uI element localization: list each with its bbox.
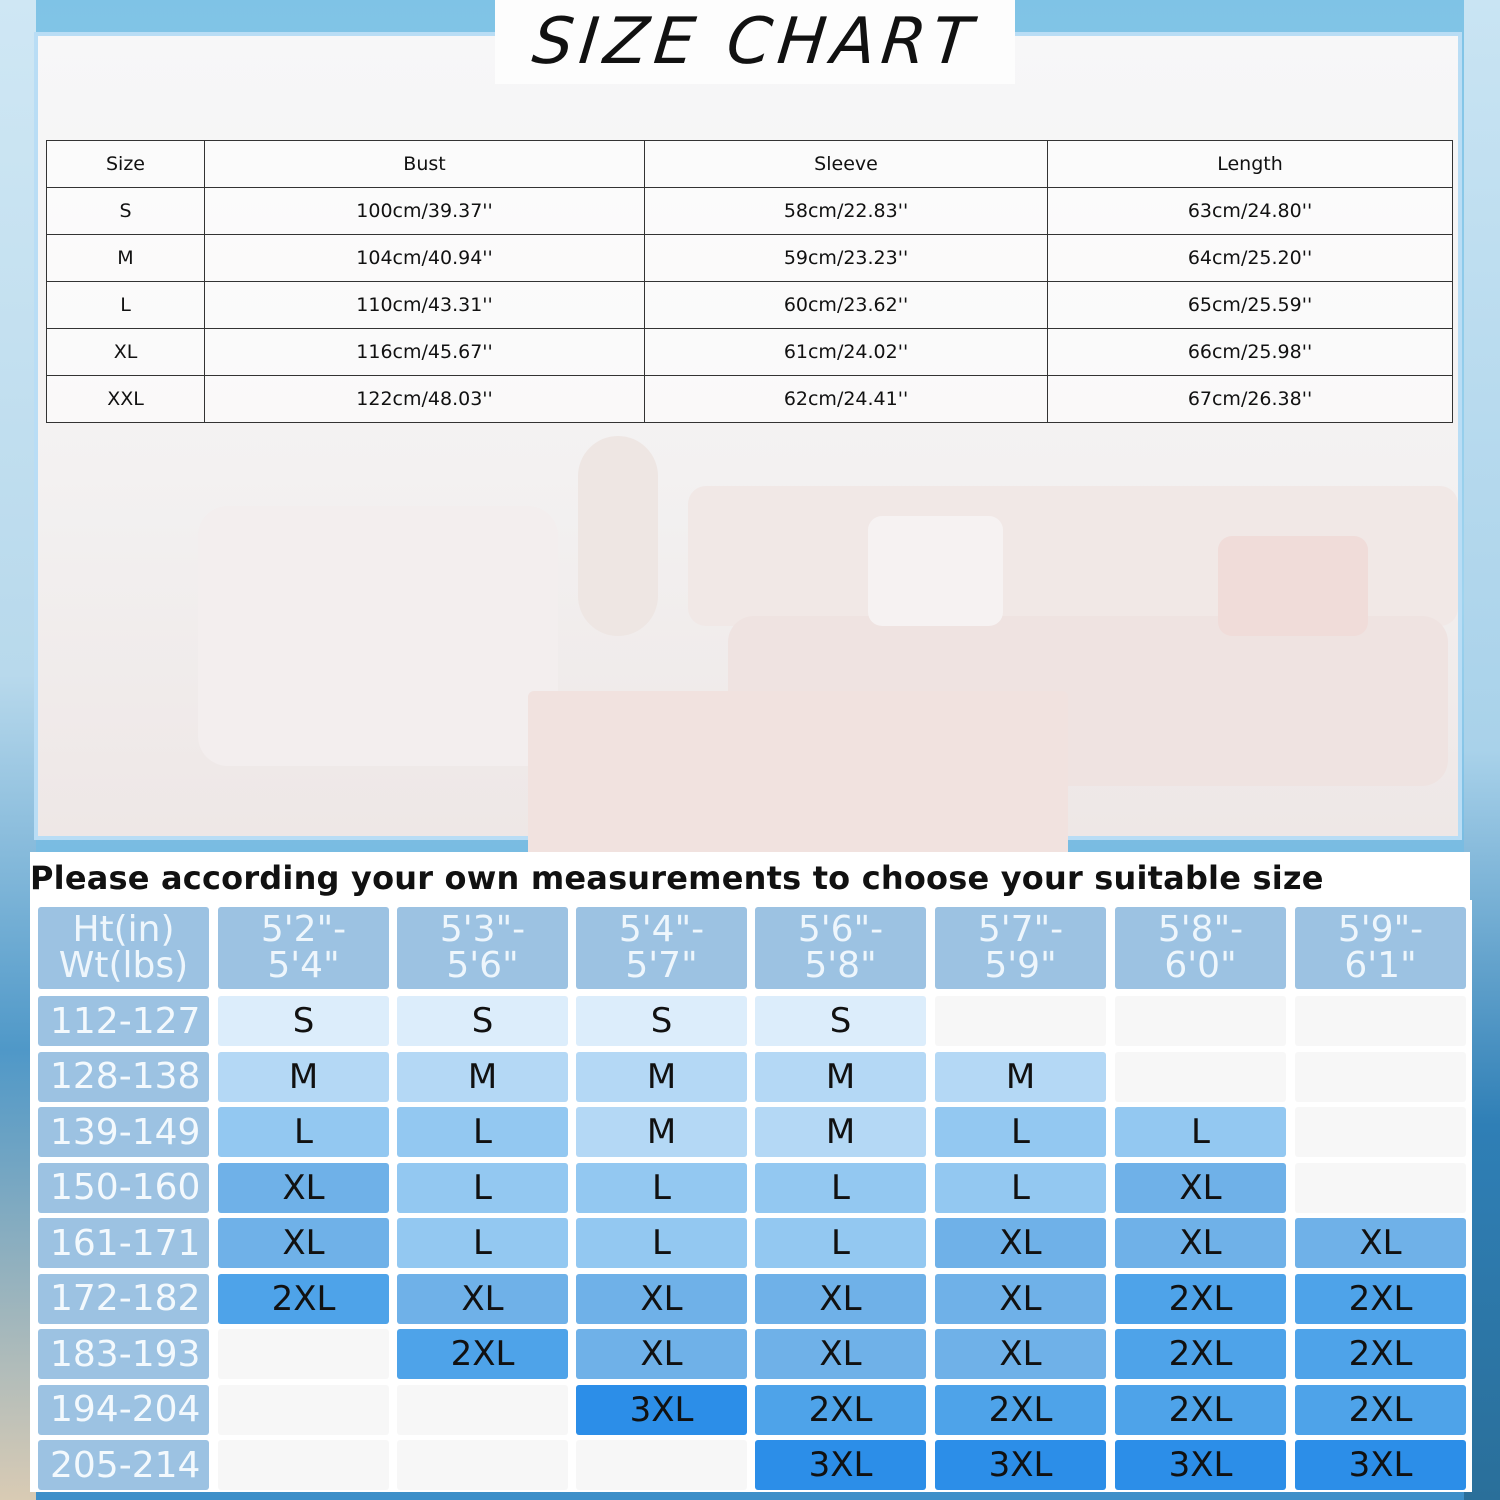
size-cell (1295, 1052, 1466, 1102)
height-range-start: 5'8"- (1157, 909, 1244, 950)
size-cell (218, 1274, 389, 1324)
page-title: SIZE CHART (528, 5, 982, 79)
height-header (397, 907, 568, 989)
size-value: 2XL (450, 1334, 515, 1374)
size-value: XL (1179, 1223, 1222, 1263)
header-size: Size (47, 141, 205, 188)
size-value: XL (282, 1167, 325, 1208)
size-value: S (650, 1001, 673, 1041)
cell-sleeve: 62cm/24.41'' (645, 376, 1048, 423)
size-cell (397, 1274, 568, 1324)
size-cell (218, 1385, 389, 1435)
coffee-table-silhouette (528, 691, 1068, 866)
weight-range: 183-193 (50, 1333, 201, 1375)
table-row (47, 376, 1453, 423)
size-value: 2XL (1348, 1389, 1413, 1430)
size-cell (1295, 1107, 1466, 1157)
height-header (576, 907, 747, 989)
size-cell (935, 1218, 1106, 1268)
size-value: 3XL (988, 1445, 1053, 1485)
size-cell (576, 1329, 747, 1379)
height-range-start: 5'3"- (439, 909, 526, 950)
size-cell (1115, 1274, 1286, 1324)
size-value: 3XL (629, 1389, 694, 1430)
size-value: 2XL (1348, 1278, 1413, 1319)
size-value: S (471, 1001, 494, 1041)
size-cell (755, 1218, 926, 1268)
cell-bust: 100cm/39.37'' (205, 188, 645, 235)
size-cell (755, 1385, 926, 1435)
size-cell (218, 1329, 389, 1379)
size-cell (1295, 1385, 1466, 1435)
size-value: XL (999, 1334, 1042, 1374)
weight-row-label (38, 1440, 209, 1490)
size-cell (1115, 996, 1286, 1046)
size-value: 2XL (988, 1389, 1053, 1430)
size-cell (218, 1163, 389, 1213)
size-cell (397, 1385, 568, 1435)
height-range-end: 6'0" (1164, 945, 1237, 986)
size-cell (1115, 1163, 1286, 1213)
weight-row-label (38, 1163, 209, 1213)
size-value: M (1005, 1056, 1036, 1097)
size-value: L (1011, 1112, 1030, 1152)
weight-range: 172-182 (50, 1278, 201, 1319)
size-value: XL (1179, 1167, 1222, 1208)
size-cell (1115, 1107, 1286, 1157)
cell-size: L (47, 282, 205, 329)
height-header (218, 907, 389, 989)
size-cell (755, 1107, 926, 1157)
armchair-silhouette (198, 506, 558, 766)
weight-row-label (38, 1274, 209, 1324)
size-cell (755, 1163, 926, 1213)
size-value: L (1011, 1167, 1030, 1208)
size-cell (935, 1440, 1106, 1490)
cell-length: 66cm/25.98'' (1048, 329, 1453, 376)
weight-range: 112-127 (50, 1000, 201, 1042)
table-row (47, 329, 1453, 376)
size-cell (935, 996, 1106, 1046)
size-cell (218, 1107, 389, 1157)
cell-bust: 110cm/43.31'' (205, 282, 645, 329)
size-value: M (288, 1056, 319, 1097)
size-value: 3XL (1348, 1445, 1413, 1485)
weight-row-label (38, 1329, 209, 1379)
size-cell (1295, 1440, 1466, 1490)
size-cell (218, 1052, 389, 1102)
size-cell (218, 1218, 389, 1268)
cell-sleeve: 61cm/24.02'' (645, 329, 1048, 376)
header-length: Length (1048, 141, 1453, 188)
weight-row-label (38, 1107, 209, 1157)
weight-row-label (38, 1385, 209, 1435)
size-cell (1295, 1218, 1466, 1268)
size-cell (576, 996, 747, 1046)
size-cell (576, 1163, 747, 1213)
cell-size: XXL (47, 376, 205, 423)
height-header (1295, 907, 1466, 989)
size-value: XL (640, 1334, 683, 1374)
table-row (47, 188, 1453, 235)
table-row (47, 235, 1453, 282)
header-sleeve: Sleeve (645, 141, 1048, 188)
size-cell (397, 1163, 568, 1213)
size-cell (935, 1385, 1106, 1435)
size-value: S (829, 1001, 852, 1041)
size-cell (935, 1329, 1106, 1379)
size-cell (1295, 1163, 1466, 1213)
size-cell (397, 1329, 568, 1379)
weight-range: 161-171 (50, 1222, 201, 1264)
cell-length: 65cm/25.59'' (1048, 282, 1453, 329)
size-cell (576, 1440, 747, 1490)
cell-length: 67cm/26.38'' (1048, 376, 1453, 423)
size-cell (1115, 1440, 1286, 1490)
size-cell (935, 1163, 1106, 1213)
size-value: L (473, 1223, 492, 1263)
height-range-start: 5'2"- (260, 909, 347, 950)
cell-bust: 104cm/40.94'' (205, 235, 645, 282)
weight-range: 128-138 (50, 1056, 201, 1097)
header-bust: Bust (205, 141, 645, 188)
cell-size: M (47, 235, 205, 282)
weight-range: 194-204 (50, 1389, 201, 1430)
size-cell (1115, 1385, 1286, 1435)
cell-length: 64cm/25.20'' (1048, 235, 1453, 282)
height-range-end: 5'8" (804, 945, 877, 986)
size-value: L (652, 1223, 671, 1263)
grid-corner-label (38, 907, 209, 989)
size-value: L (294, 1112, 313, 1152)
size-cell (755, 996, 926, 1046)
size-value: M (825, 1056, 856, 1097)
cell-sleeve: 58cm/22.83'' (645, 188, 1048, 235)
height-range-end: 5'4" (267, 945, 340, 986)
weight-axis-label: Wt(lbs) (58, 945, 189, 986)
size-value: L (652, 1167, 671, 1208)
size-value: M (646, 1056, 677, 1097)
cell-size: S (47, 188, 205, 235)
cell-sleeve: 60cm/23.62'' (645, 282, 1048, 329)
size-value: XL (461, 1278, 504, 1319)
height-header (1115, 907, 1286, 989)
height-range-end: 5'6" (446, 945, 519, 986)
size-value: M (646, 1112, 677, 1152)
cell-bust: 116cm/45.67'' (205, 329, 645, 376)
size-cell (397, 996, 568, 1046)
cell-sleeve: 59cm/23.23'' (645, 235, 1048, 282)
size-value: XL (819, 1278, 862, 1319)
weight-range: 139-149 (50, 1111, 201, 1153)
size-value: M (825, 1112, 856, 1152)
size-cell (218, 996, 389, 1046)
size-value: XL (819, 1334, 862, 1374)
weight-row-label (38, 996, 209, 1046)
size-value: 2XL (808, 1389, 873, 1430)
size-cell (1115, 1052, 1286, 1102)
size-value: XL (640, 1278, 683, 1319)
size-cell (397, 1052, 568, 1102)
size-cell (935, 1107, 1106, 1157)
size-value: L (831, 1167, 850, 1208)
height-header (935, 907, 1106, 989)
height-range-start: 5'7"- (977, 909, 1064, 950)
cell-length: 63cm/24.80'' (1048, 188, 1453, 235)
size-value: 2XL (1168, 1389, 1233, 1430)
size-cell (755, 1052, 926, 1102)
size-value: 2XL (1348, 1334, 1413, 1374)
height-range-end: 5'7" (625, 945, 698, 986)
measurement-table (46, 140, 1453, 423)
height-header (755, 907, 926, 989)
height-axis-label: Ht(in) (72, 909, 175, 950)
size-cell (397, 1107, 568, 1157)
size-cell (218, 1440, 389, 1490)
title-banner (495, 0, 1015, 84)
size-cell (397, 1440, 568, 1490)
size-value: M (467, 1056, 498, 1097)
size-value: XL (999, 1223, 1042, 1263)
height-range-end: 5'9" (984, 945, 1057, 986)
size-cell (1295, 996, 1466, 1046)
size-cell (1115, 1218, 1286, 1268)
size-cell (576, 1052, 747, 1102)
plant-silhouette (578, 436, 658, 636)
size-cell (1295, 1329, 1466, 1379)
size-value: 2XL (271, 1278, 336, 1319)
size-value: L (473, 1167, 492, 1208)
height-range-start: 5'6"- (797, 909, 884, 950)
size-value: XL (999, 1278, 1042, 1319)
height-range-start: 5'4"- (618, 909, 705, 950)
size-cell (1115, 1329, 1286, 1379)
size-cell (935, 1274, 1106, 1324)
weight-row-label (38, 1218, 209, 1268)
size-value: L (473, 1112, 492, 1152)
table-row (47, 282, 1453, 329)
height-range-start: 5'9"- (1337, 909, 1424, 950)
size-value: XL (1359, 1223, 1402, 1263)
size-cell (576, 1385, 747, 1435)
size-value: L (1191, 1112, 1210, 1152)
cell-size: XL (47, 329, 205, 376)
size-value: XL (282, 1223, 325, 1263)
size-cell (755, 1329, 926, 1379)
weight-row-label (38, 1052, 209, 1102)
size-cell (576, 1107, 747, 1157)
size-value: 3XL (808, 1445, 873, 1485)
height-range-end: 6'1" (1344, 945, 1417, 986)
weight-range: 150-160 (50, 1167, 201, 1208)
size-value: 2XL (1168, 1334, 1233, 1374)
size-cell (576, 1274, 747, 1324)
pillow-silhouette (868, 516, 1003, 626)
size-advice-text: Please according your own measurements to choose your suitable size (30, 852, 1470, 904)
size-value: 2XL (1168, 1278, 1233, 1319)
size-cell (1295, 1274, 1466, 1324)
size-value: L (831, 1223, 850, 1263)
size-value: S (292, 1001, 315, 1041)
pillow-silhouette (1218, 536, 1368, 636)
size-cell (755, 1274, 926, 1324)
size-cell (755, 1440, 926, 1490)
cell-bust: 122cm/48.03'' (205, 376, 645, 423)
weight-range: 205-214 (50, 1444, 201, 1486)
table-header-row (47, 141, 1453, 188)
size-cell (397, 1218, 568, 1268)
size-cell (576, 1218, 747, 1268)
size-cell (935, 1052, 1106, 1102)
size-value: 3XL (1168, 1445, 1233, 1485)
